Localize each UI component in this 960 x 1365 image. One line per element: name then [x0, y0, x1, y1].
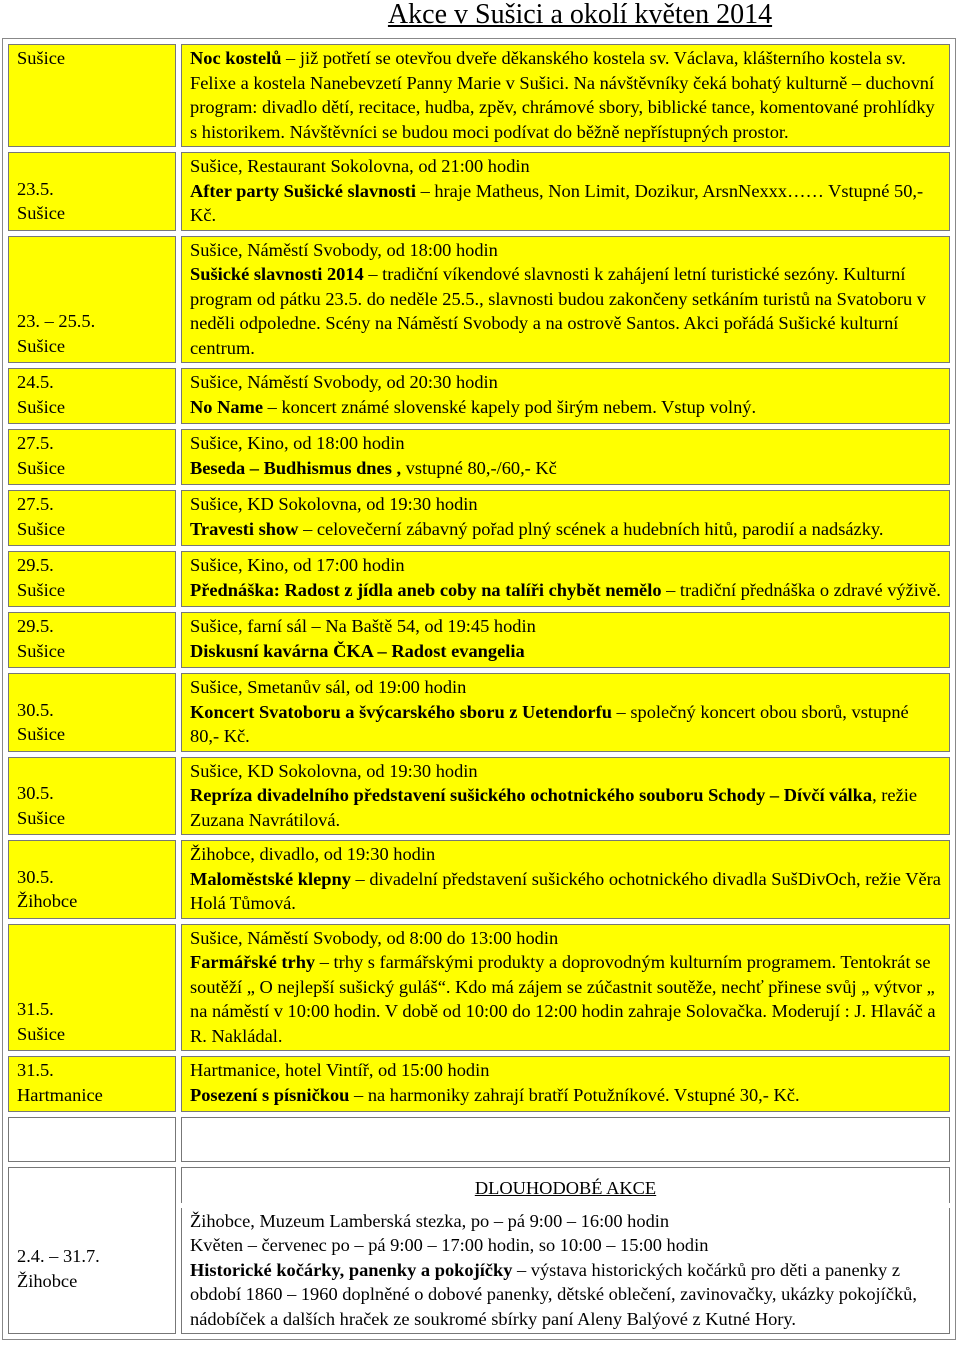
event-title: Přednáška: Radost z jídla aneb coby na talíři chybět nemělo	[190, 579, 662, 600]
event-title: Beseda – Budhismus dnes ,	[190, 457, 402, 478]
page-title: Akce v Sušici a okolí květen 2014	[387, 0, 773, 30]
event-line	[190, 700, 941, 749]
event-row	[8, 44, 950, 147]
event-desc-cell	[181, 612, 950, 668]
long-term-title: Historické kočárky, panenky a pokojíčky	[190, 1259, 513, 1280]
event-text: – na harmoniky zahrají bratří Potužníkové. Vstupné 30,- Kč.	[349, 1084, 800, 1105]
event-text: – koncert známé slovenské kapely pod širým nebem. Vstup volný.	[263, 396, 757, 417]
event-text: vstupné 80,-/60,- Kč	[401, 457, 557, 478]
event-line	[190, 614, 941, 639]
event-desc-cell	[181, 152, 950, 231]
event-line	[190, 675, 941, 700]
event-text: – společný koncert obou sborů, vstupné 80,- Kč.	[190, 701, 909, 746]
event-desc-cell	[181, 490, 950, 546]
event-place: Sušice	[17, 457, 66, 478]
event-place: Sušice	[17, 335, 66, 356]
event-text: Hartmanice, hotel Vintíř, od 15:00 hodin	[190, 1060, 490, 1080]
event-date: 27.5.	[17, 494, 54, 514]
events-body	[8, 44, 950, 1112]
event-title: Posezení s písničkou	[190, 1084, 350, 1105]
event-line	[190, 553, 941, 578]
event-date-cell	[8, 44, 176, 147]
event-text: Sušice, Náměstí Svobody, od 8:00 do 13:00 hodin	[190, 927, 559, 948]
event-text: Sušice, KD Sokolovna, od 19:30 hodin	[190, 494, 478, 514]
event-date-cell	[8, 368, 176, 424]
event-title: Diskusní kavárna ČKA – Radost evangelia	[190, 640, 525, 661]
event-line	[190, 926, 941, 951]
event-date: 30.5.	[17, 866, 54, 887]
event-date-cell	[8, 490, 176, 546]
event-text: – již potřetí se otevřou dveře děkanského kostela sv. Václava, klášterního kostela sv. Felixe a kostela Nanebevzetí Panny Marie v Sušici. Na návštěvníky čeká bohatý kulturně – duchovní program: divadlo dětí, recitace, hudba, zpěv, chrámové sbory, biblické tance, komentované prohlídky s historikem. Návštěvníci se budou moci podívat do běžně nepřístupných prostor.	[190, 48, 935, 142]
event-text: Sušice, Smetanův sál, od 19:00 hodin	[190, 677, 467, 697]
spacer-row	[8, 1117, 950, 1162]
event-date: 31.5.	[17, 1060, 54, 1080]
event-line	[190, 950, 941, 1048]
event-text: Sušice, farní sál – Na Baště 54, od 19:45 hodin	[190, 616, 536, 636]
long-term-heading-row	[8, 1167, 950, 1203]
event-row	[8, 840, 950, 919]
event-date: 30.5.	[17, 783, 54, 803]
event-place: Sušice	[17, 579, 66, 600]
event-title: Noc kostelů	[190, 48, 282, 68]
event-place: Hartmanice	[17, 1084, 103, 1105]
event-title: No Name	[190, 396, 264, 417]
event-desc-cell	[181, 236, 950, 364]
event-title: Travesti show	[190, 518, 299, 539]
event-text: Žihobce, divadlo, od 19:30 hodin	[190, 844, 436, 864]
event-place: Sušice	[17, 203, 66, 223]
event-line	[190, 783, 941, 832]
event-line	[190, 154, 941, 179]
event-text: – tradiční přednáška o zdravé výživě.	[661, 579, 941, 600]
event-text: – celovečerní zábavný pořad plný scének a hudebních hitů, parodií a nadsázky.	[298, 518, 884, 539]
event-place: Sušice	[17, 640, 66, 661]
event-text: Sušice, Náměstí Svobody, od 18:00 hodin	[190, 239, 498, 260]
event-date: 30.5.	[17, 699, 54, 720]
long-term-heading	[181, 1167, 950, 1203]
event-text: Sušice, KD Sokolovna, od 19:30 hodin	[190, 760, 478, 781]
event-title: Repríza divadelního představení sušického ochotnického souboru Schody – Dívčí válka	[190, 785, 873, 805]
event-text: Sušice, Kino, od 17:00 hodin	[190, 555, 405, 575]
long-term-place: Žihobce	[17, 1270, 78, 1291]
event-date: 23. – 25.5.	[17, 311, 96, 331]
event-date: 29.5.	[17, 616, 54, 636]
event-row	[8, 1056, 950, 1112]
long-term-desc-cell	[181, 1208, 950, 1335]
event-desc-cell	[181, 924, 950, 1052]
event-row	[8, 612, 950, 668]
event-place: Žihobce	[17, 891, 78, 911]
event-text: Sušice, Kino, od 18:00 hodin	[190, 433, 405, 453]
event-text: – tradiční víkendové slavnosti k zahájení letní turistické sezóny. Kulturní program od pátku 23.5. do neděle 25.5., slavnosti budou zakončeny setkáním turistů na Svatoboru v neděli odpoledne. Scény na Náměstí Svobody a na ostrově Santos. Akci pořádá Sušické kulturní centrum.	[190, 264, 927, 358]
spacer-desc-cell	[181, 1117, 950, 1162]
event-place: Sušice	[17, 1023, 66, 1044]
event-desc-cell	[181, 840, 950, 919]
long-term-text: – výstava historických kočárků pro děti a panenky z období 1860 – 1960 doplněné o dobové panenky, dětské oblečení, zavinovačky, ukázky pokojíčků, nádobíček a dalších hraček ze soukromé sbírky paní Aleny Balýové z Kutné Hory.	[190, 1259, 917, 1329]
event-line	[190, 262, 941, 360]
event-row	[8, 152, 950, 231]
event-title: Koncert Svatoboru a švýcarského sboru z Uetendorfu	[190, 701, 612, 722]
event-place: Sušice	[17, 518, 66, 539]
spacer-body	[8, 1117, 950, 1162]
event-text: , režie Zuzana Navrátilová.	[190, 785, 918, 830]
event-line	[190, 431, 941, 456]
event-desc-cell	[181, 368, 950, 424]
event-row	[8, 757, 950, 836]
event-place: Sušice	[17, 724, 66, 744]
event-text: – hraje Matheus, Non Limit, Dozikur, ArsnNexxx…… Vstupné 50,- Kč.	[190, 180, 924, 225]
event-date-cell	[8, 673, 176, 752]
event-place: Sušice	[17, 807, 66, 828]
event-title: Sušické slavnosti 2014	[190, 264, 364, 284]
event-title: Farmářské trhy	[190, 952, 316, 972]
event-line	[190, 492, 941, 517]
event-date-cell	[8, 1056, 176, 1112]
event-line	[190, 1058, 941, 1083]
event-row	[8, 924, 950, 1052]
event-date: 27.5.	[17, 433, 54, 453]
event-date-cell	[8, 924, 176, 1052]
event-line	[190, 842, 941, 867]
event-date: 24.5.	[17, 372, 54, 392]
event-row	[8, 368, 950, 424]
event-date: 31.5.	[17, 999, 54, 1019]
event-desc-cell	[181, 44, 950, 147]
events-table	[2, 38, 956, 1340]
event-text: – divadelní představení sušického ochotnického divadla SušDivOch, režie Věra Holá Tůmová.	[190, 868, 941, 913]
event-line	[190, 517, 941, 542]
event-desc-cell	[181, 1056, 950, 1112]
event-line	[190, 456, 941, 481]
event-text: Sušice, Restaurant Sokolovna, od 21:00 hodin	[190, 156, 530, 176]
event-title: Maloměstské klepny	[190, 868, 351, 889]
event-line	[190, 759, 941, 784]
event-line	[190, 46, 941, 144]
long-term-date: 2.4. – 31.7.	[17, 1246, 100, 1266]
event-place: Sušice	[17, 48, 66, 68]
event-row	[8, 490, 950, 546]
event-place: Sušice	[17, 396, 66, 417]
event-date-cell	[8, 551, 176, 607]
event-date-cell	[8, 236, 176, 364]
event-line	[190, 179, 941, 228]
long-term-heading-text: DLOUHODOBÉ AKCE	[474, 1178, 657, 1198]
event-desc-cell	[181, 429, 950, 485]
event-row	[8, 551, 950, 607]
event-date-cell	[8, 152, 176, 231]
event-desc-cell	[181, 757, 950, 836]
event-desc-cell	[181, 673, 950, 752]
event-row	[8, 236, 950, 364]
event-line	[190, 639, 941, 664]
event-line	[190, 867, 941, 916]
long-term-date-cell	[8, 1167, 176, 1334]
long-term-body	[8, 1167, 950, 1334]
event-line	[190, 395, 941, 420]
event-text: – trhy s farmářskými produkty a doprovodným kulturním programem. Tentokrát se soutěží „ O nejlepší sušický guláš“. Kdo má zájem se zúčastnit soutěže, nechť přinese svůj „ výtvor „ na náměstí v 10:00 hodin. V době od 10:00 do 12:00 hodin zahraje Solovačka. Moderují : J. Hlaváč a R. Nakládal.	[190, 952, 936, 1046]
event-row	[8, 429, 950, 485]
event-date: 29.5.	[17, 555, 54, 575]
event-date: 23.5.	[17, 178, 54, 199]
event-title: After party Sušické slavnosti	[190, 180, 416, 201]
event-text: Sušice, Náměstí Svobody, od 20:30 hodin	[190, 372, 498, 392]
event-date-cell	[8, 429, 176, 485]
event-date-cell	[8, 840, 176, 919]
spacer-date-cell	[8, 1117, 176, 1162]
event-line	[190, 1083, 941, 1108]
event-date-cell	[8, 612, 176, 668]
long-term-line2: Květen – červenec po – pá 9:00 – 17:00 hodin, so 10:00 – 15:00 hodin	[190, 1235, 709, 1255]
long-term-line1: Žihobce, Muzeum Lamberská stezka, po – pá 9:00 – 16:00 hodin	[190, 1210, 670, 1231]
event-date-cell	[8, 757, 176, 836]
event-line	[190, 578, 941, 603]
event-row	[8, 673, 950, 752]
event-desc-cell	[181, 551, 950, 607]
event-line	[190, 370, 941, 395]
event-line	[190, 238, 941, 263]
